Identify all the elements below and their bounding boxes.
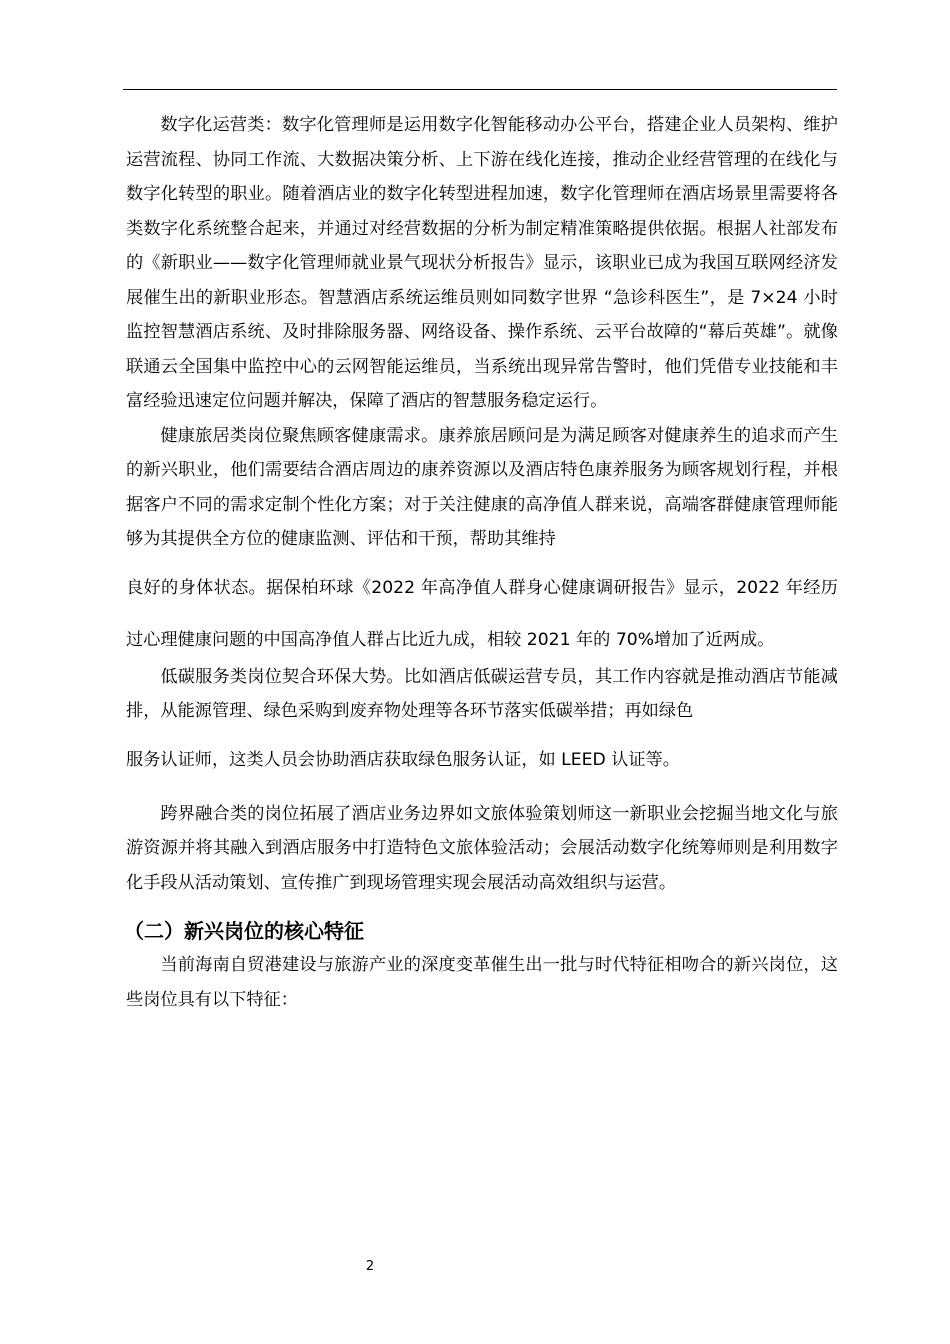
page-number: 2 bbox=[365, 1259, 375, 1274]
section-heading: （二）新兴岗位的核心特征 bbox=[124, 919, 364, 943]
paragraph-low-carbon: 低碳服务类岗位契合环保大势。比如酒店低碳运营专员，其工作内容就是推动酒店节能减排，从能源管理、绿色采购到废弃物处理等各环节落实低碳举措；再如绿色 bbox=[126, 666, 838, 721]
paragraph-cross-border: 跨界融合类的岗位拓展了酒店业务边界如文旅体验策划师这一新职业会挖掘当地文化与旅游资源并将其融入到酒店服务中打造特色文旅体验活动；会展活动数字化统筹师则是利用数字化手段从活动策划、宣传推广到现场管理实现会展活动高效组织与运营。 bbox=[126, 803, 838, 893]
paragraph-health-travel: 健康旅居类岗位聚焦顾客健康需求。康养旅居顾问是为满足顾客对健康养生的追求而产生的新兴职业，他们需要结合酒店周边的康养资源以及酒店特色康养服务为顾客规划行程，并根据客户不同的需求定制个性化方案；对于关注健康的高净值人群来说，高端客群健康管理师能够为其提供全方位的健康监测、评估和干预，帮助其维持 bbox=[126, 425, 838, 549]
header-rule bbox=[123, 89, 837, 90]
paragraph-digital-operations: 数字化运营类：数字化管理师是运用数字化智能移动办公平台，搭建企业人员架构、维护运营流程、协同工作流、大数据决策分析、上下游在线化连接，推动企业经营管理的在线化与数字化转型的职业。随着酒店业的数字化转型进程加速，数字化管理师在酒店场景里需要将各类数字化系统整合起来，并通过对经营数据的分析为制定精准策略提供依据。根据人社部发布的《新职业——数字化管理师就业景气现状分析报告》显示，该职业已成为我国互联网经济发展催生出的新职业形态。智慧酒店系统运维员则如同数字世界 “急诊科医生”，是 7×24 小时监控智慧酒店系统、及时排除服务器、网络设备、操作系统、云平台故障的“幕后英雄”。就像联通云全国集中监控中心的云网智能运维员，当系统出现异常告警时，他们凭借专业技能和丰富经验迅速定位问题并解决，保障了酒店的智慧服务稳定运行。 bbox=[126, 115, 838, 411]
paragraph-green-certification: 服务认证师，这类人员会协助酒店获取绿色服务认证，如 LEED 认证等。 bbox=[126, 749, 680, 770]
paragraph-core-features: 当前海南自贸港建设与旅游产业的深度变革催生出一批与时代特征相吻合的新兴岗位，这些岗位具有以下特征： bbox=[126, 955, 838, 1010]
document-body bbox=[126, 108, 838, 1017]
paragraph-health-report: 良好的身体状态。据保柏环球《2022 年高净值人群身心健康调研报告》显示，2022 年经历过心理健康问题的中国高净值人群占比近九成，相较 2021 年的 70%增加了近两成。 bbox=[126, 577, 838, 650]
